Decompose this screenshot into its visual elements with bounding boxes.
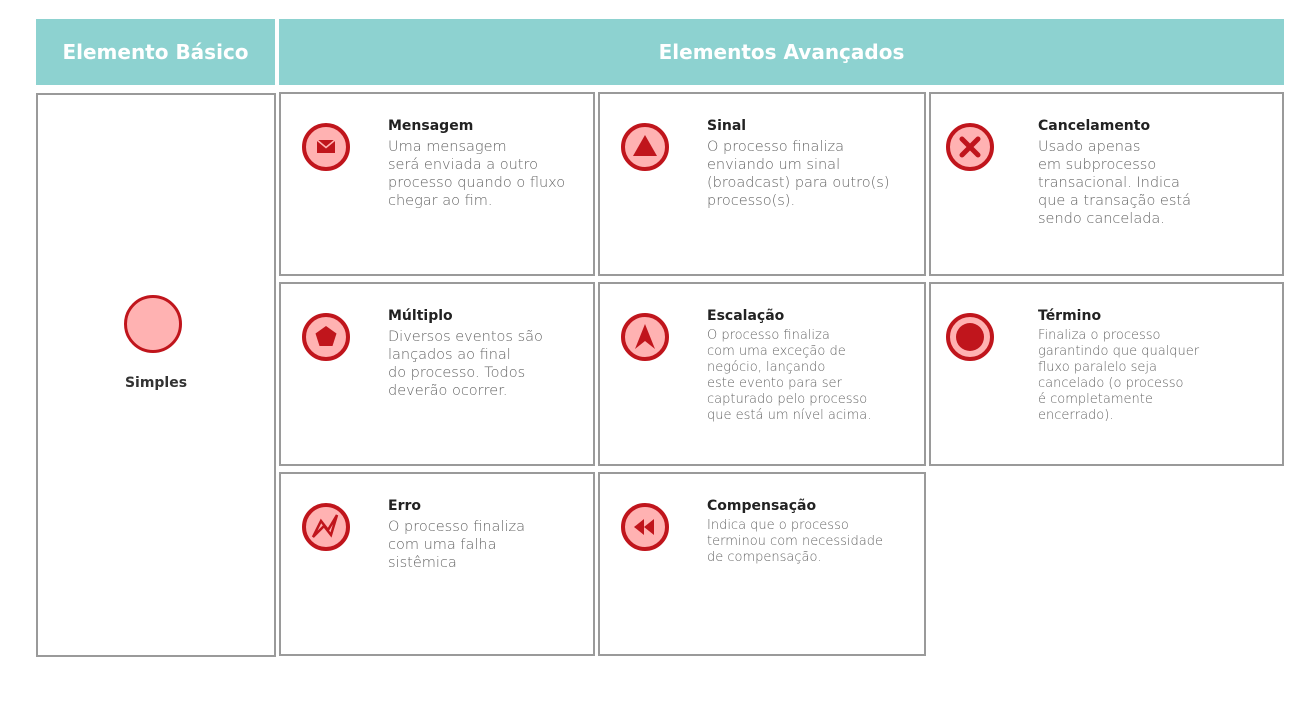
event-title: Compensação [707,498,817,514]
filled-circle-icon [945,312,995,362]
event-card-erro [279,472,595,656]
event-title: Erro [388,498,421,514]
arrowhead-up-icon [620,312,670,362]
event-description: Diversos eventos são lançados ao final do processo. Todos deverão ocorrer. [388,329,543,399]
event-description: O processo finaliza enviando um sinal (broadcast) para outro(s) processo(s). [707,139,890,209]
event-card-multiplo [279,282,595,466]
rewind-icon [620,502,670,552]
event-card-cancelamento [929,92,1284,276]
event-description: Indica que o processo terminou com necessidade de compensação. [707,518,883,565]
lightning-icon [301,502,351,552]
simple-event-label: Simples [124,375,188,391]
event-title: Múltiplo [388,308,453,324]
event-card-compensacao [598,472,926,656]
event-description: Usado apenas em subprocesso transacional. Indica que a transação está sendo cancelada. [1038,139,1191,227]
event-card-escalacao [598,282,926,466]
event-description: O processo finaliza com uma exceção de negócio, lançando este evento para ser capturado pelo processo que está um nível acima. [707,328,872,423]
x-cross-icon [945,122,995,172]
event-card-sinal [598,92,926,276]
header-basic-element: Elemento Básico [36,19,275,85]
event-card-termino [929,282,1284,466]
event-title: Sinal [707,118,747,134]
event-description: O processo finaliza com uma falha sistêmica [388,519,525,571]
event-title: Escalação [707,308,785,324]
basic-element-cell [36,93,276,657]
event-title: Cancelamento [1038,118,1151,134]
envelope-icon [301,122,351,172]
event-description: Uma mensagem será enviada a outro processo quando o fluxo chegar ao fim. [388,139,566,209]
event-description: Finaliza o processo garantindo que qualquer fluxo paralelo seja cancelado (o processo é completamente encerrado). [1038,328,1200,423]
pentagon-icon [301,312,351,362]
simple-event-circle-icon [124,295,182,353]
triangle-icon [620,122,670,172]
event-title: Mensagem [388,118,474,134]
event-card-mensagem [279,92,595,276]
header-advanced-elements: Elementos Avançados [279,19,1284,85]
event-title: Término [1038,308,1102,324]
